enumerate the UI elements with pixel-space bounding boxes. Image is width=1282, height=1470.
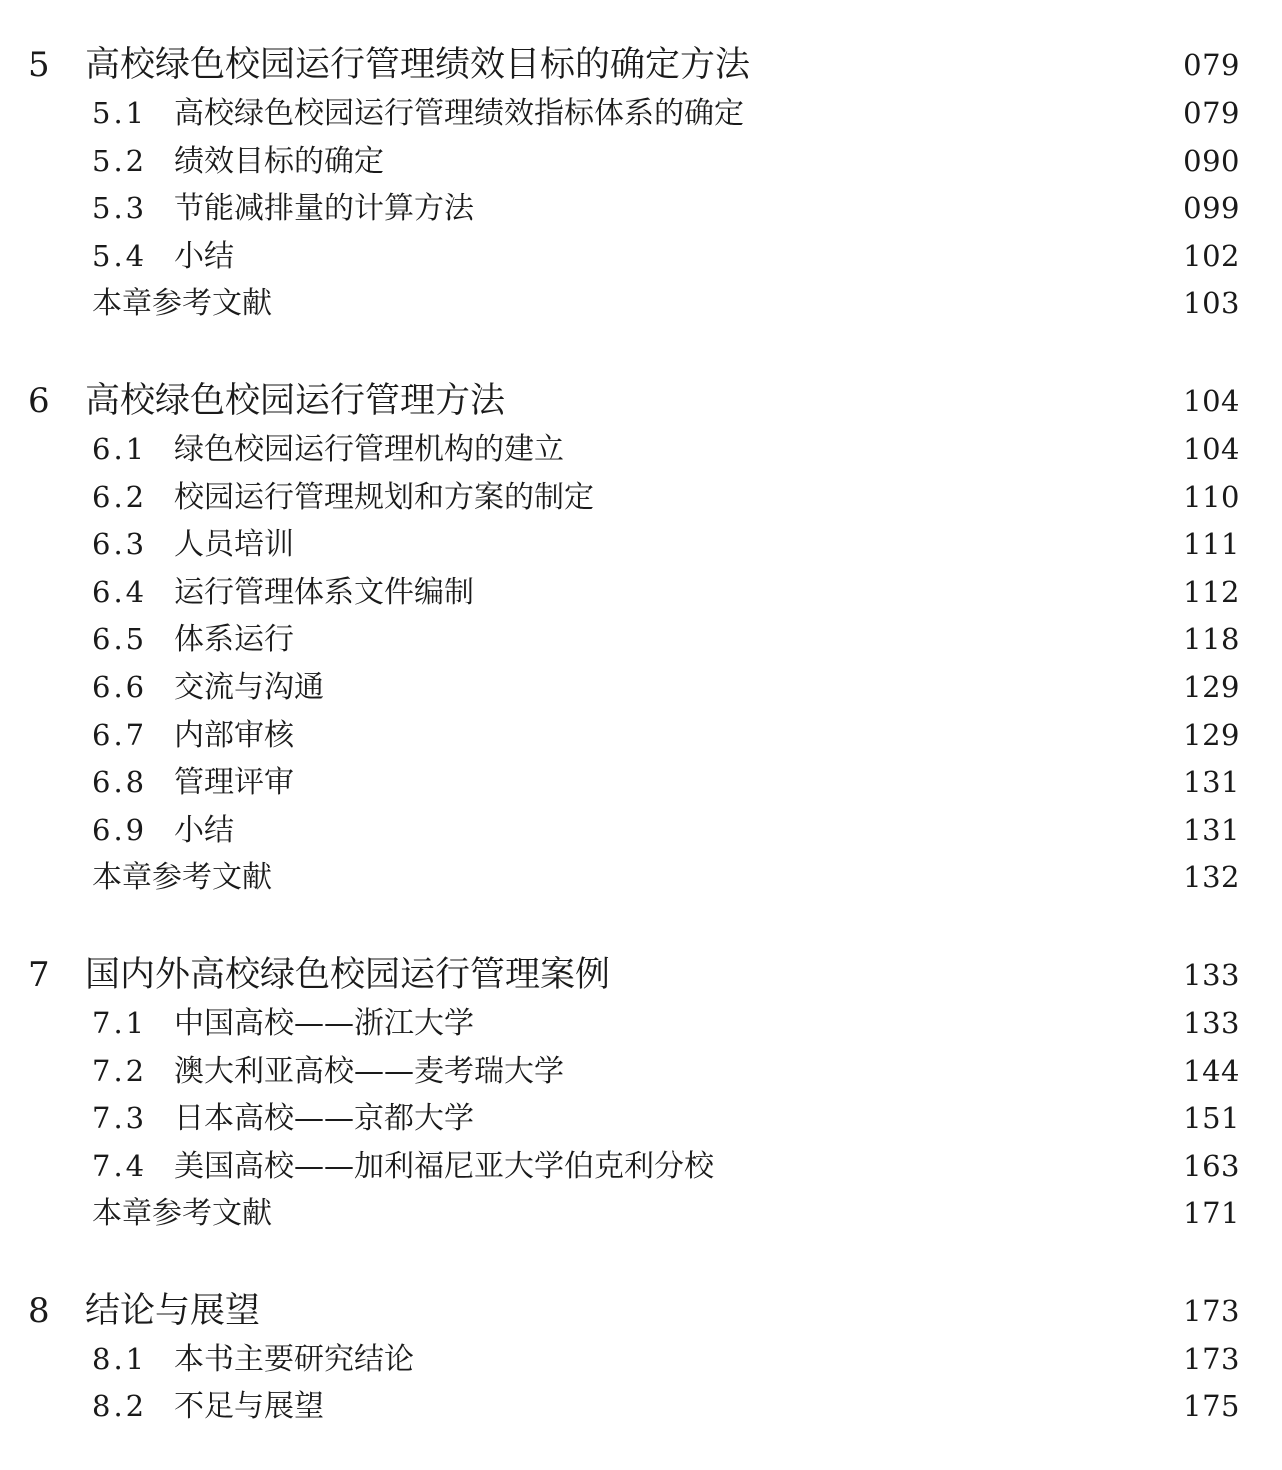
section-number: 6.8 xyxy=(92,765,148,800)
page-number: 079 xyxy=(1183,96,1240,130)
section-title: 人员培训 xyxy=(174,527,294,563)
page-number: 173 xyxy=(1183,1293,1240,1328)
toc-section-entry[interactable] xyxy=(0,1095,1282,1143)
section-title: 内部审核 xyxy=(174,717,294,753)
page-number: 104 xyxy=(1183,431,1240,466)
toc-section-entry[interactable] xyxy=(0,521,1282,569)
section-number: 5.1 xyxy=(92,96,148,130)
toc-section-entry[interactable] xyxy=(0,1143,1282,1191)
chapter-number: 5 xyxy=(28,45,50,85)
chapter-5 xyxy=(0,40,1282,328)
section-number: 6.7 xyxy=(92,717,148,752)
toc-section-entry[interactable] xyxy=(0,1383,1282,1431)
page-number: 163 xyxy=(1183,1148,1240,1183)
chapter-heading[interactable] xyxy=(0,376,1282,426)
toc-section-entry[interactable] xyxy=(0,138,1282,186)
page-number: 171 xyxy=(1183,1196,1240,1231)
toc-references-entry[interactable] xyxy=(0,280,1282,328)
page-number: 175 xyxy=(1183,1389,1240,1424)
page-number: 079 xyxy=(1183,48,1240,82)
section-title: 节能减排量的计算方法 xyxy=(174,191,474,227)
section-number: 6.9 xyxy=(92,812,148,847)
section-number: 8.1 xyxy=(92,1341,148,1376)
page-number: 110 xyxy=(1183,479,1240,514)
section-title: 绩效目标的确定 xyxy=(174,143,384,179)
page-number: 099 xyxy=(1183,191,1240,226)
toc-section-entry[interactable] xyxy=(0,1000,1282,1048)
chapter-title: 高校绿色校园运行管理方法 xyxy=(85,380,506,421)
chapter-heading[interactable] xyxy=(0,950,1282,1000)
section-title: 澳大利亚高校——麦考瑞大学 xyxy=(174,1053,564,1089)
table-of-contents xyxy=(0,40,1282,1431)
section-title: 美国高校——加利福尼亚大学伯克利分校 xyxy=(174,1148,714,1184)
page-number: 131 xyxy=(1183,765,1240,800)
page-number: 129 xyxy=(1183,717,1240,752)
chapter-number: 6 xyxy=(28,380,50,421)
page-number: 132 xyxy=(1183,860,1240,895)
section-number: 7.2 xyxy=(92,1053,148,1088)
chapter-title: 高校绿色校园运行管理绩效目标的确定方法 xyxy=(85,45,751,85)
chapter-8 xyxy=(0,1286,1282,1431)
section-number: 6.3 xyxy=(92,527,148,562)
toc-section-entry[interactable] xyxy=(0,233,1282,281)
page-number: 129 xyxy=(1183,669,1240,704)
section-title: 运行管理体系文件编制 xyxy=(174,574,474,610)
page-number: 102 xyxy=(1183,238,1240,273)
references-title: 本章参考文献 xyxy=(92,1196,272,1232)
toc-section-entry[interactable] xyxy=(0,90,1282,138)
toc-section-entry[interactable] xyxy=(0,759,1282,807)
chapter-heading[interactable] xyxy=(0,1286,1282,1336)
section-title: 小结 xyxy=(174,238,234,274)
toc-section-entry[interactable] xyxy=(0,569,1282,617)
section-title: 高校绿色校园运行管理绩效指标体系的确定 xyxy=(174,96,744,131)
references-title: 本章参考文献 xyxy=(92,286,272,322)
page-number: 112 xyxy=(1183,574,1240,609)
section-number: 7.4 xyxy=(92,1148,148,1183)
chapter-number: 8 xyxy=(28,1290,50,1331)
section-title: 本书主要研究结论 xyxy=(174,1341,414,1377)
page-number: 090 xyxy=(1183,143,1240,178)
toc-section-entry[interactable] xyxy=(0,1048,1282,1096)
section-title: 管理评审 xyxy=(174,765,294,801)
chapter-title: 国内外高校绿色校园运行管理案例 xyxy=(85,954,611,995)
section-title: 小结 xyxy=(174,812,234,848)
section-number: 8.2 xyxy=(92,1389,148,1424)
section-number: 7.3 xyxy=(92,1101,148,1136)
section-title: 日本高校——京都大学 xyxy=(174,1101,474,1137)
section-title: 交流与沟通 xyxy=(174,669,324,705)
toc-section-entry[interactable] xyxy=(0,807,1282,855)
page-number: 133 xyxy=(1183,957,1240,992)
toc-section-entry[interactable] xyxy=(0,664,1282,712)
toc-section-entry[interactable] xyxy=(0,712,1282,760)
section-number: 6.1 xyxy=(92,431,148,466)
chapter-heading[interactable] xyxy=(0,40,1282,90)
page-number: 151 xyxy=(1183,1101,1240,1136)
page-number: 173 xyxy=(1183,1341,1240,1376)
page-number: 131 xyxy=(1183,812,1240,847)
toc-section-entry[interactable] xyxy=(0,185,1282,233)
section-number: 6.5 xyxy=(92,622,148,657)
toc-section-entry[interactable] xyxy=(0,474,1282,522)
chapter-6 xyxy=(0,376,1282,902)
section-number: 6.6 xyxy=(92,669,148,704)
section-title: 绿色校园运行管理机构的建立 xyxy=(174,431,564,467)
page-number: 133 xyxy=(1183,1005,1240,1040)
toc-references-entry[interactable] xyxy=(0,854,1282,902)
section-number: 6.2 xyxy=(92,479,148,514)
section-title: 体系运行 xyxy=(174,622,294,658)
toc-section-entry[interactable] xyxy=(0,426,1282,474)
page-number: 144 xyxy=(1183,1053,1240,1088)
section-number: 5.4 xyxy=(92,238,148,273)
toc-references-entry[interactable] xyxy=(0,1190,1282,1238)
chapter-7 xyxy=(0,950,1282,1238)
references-title: 本章参考文献 xyxy=(92,860,272,896)
section-title: 不足与展望 xyxy=(174,1389,324,1425)
chapter-number: 7 xyxy=(28,954,50,995)
page-number: 118 xyxy=(1183,622,1240,657)
section-title: 校园运行管理规划和方案的制定 xyxy=(174,479,594,515)
toc-section-entry[interactable] xyxy=(0,616,1282,664)
page-number: 104 xyxy=(1183,383,1240,418)
toc-section-entry[interactable] xyxy=(0,1336,1282,1384)
chapter-title: 结论与展望 xyxy=(85,1290,261,1331)
section-number: 5.3 xyxy=(92,191,148,226)
section-number: 7.1 xyxy=(92,1005,148,1040)
section-number: 5.2 xyxy=(92,143,148,178)
page-number: 111 xyxy=(1183,527,1240,562)
section-title: 中国高校——浙江大学 xyxy=(174,1005,474,1041)
page-number: 103 xyxy=(1183,286,1240,321)
section-number: 6.4 xyxy=(92,574,148,609)
